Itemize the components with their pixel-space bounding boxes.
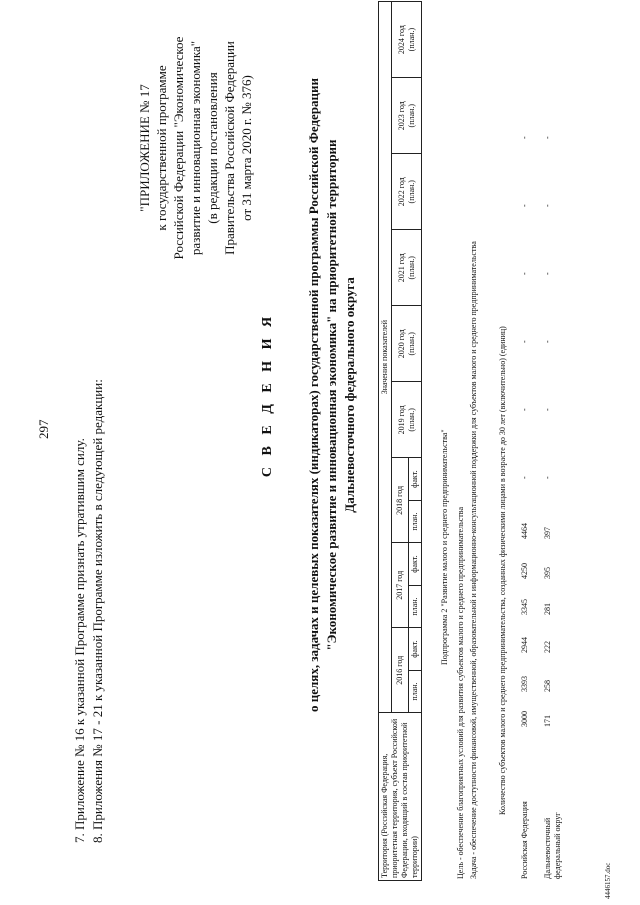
- page-number: 297: [36, 419, 51, 439]
- row-value: 281: [543, 603, 552, 615]
- row-value: 4464: [520, 523, 529, 539]
- header-year-2017: 2017 год: [392, 543, 409, 628]
- row-value: 395: [543, 567, 552, 579]
- title-line-2: "Экономическое развитие и инновационная экономика" на приоритетной территории: [324, 139, 339, 651]
- appendix-line: "ПРИЛОЖЕНИЕ № 17: [137, 84, 152, 212]
- row-value: -: [520, 204, 529, 207]
- header-year-2018: 2018 год: [392, 458, 409, 543]
- header-plan: план.: [409, 670, 422, 712]
- appendix-line: Российской Федерации "Экономическое: [171, 36, 186, 260]
- indicators-table: [378, 1, 422, 881]
- row-value: -: [543, 476, 552, 479]
- row-value: -: [520, 408, 529, 411]
- header-year-2020: 2020 год (план.): [392, 306, 422, 382]
- row-value: 2944: [520, 637, 529, 653]
- row-value: 4250: [520, 563, 529, 579]
- indicator-title: Количество субъектов малого и среднего предпринимательства, созданных физическими лицами в возрасте до 30 лет (включительно) (единиц): [498, 326, 507, 815]
- row-value: 258: [543, 680, 552, 692]
- header-territory: Территория (Российская Федерация, приоритетная территория, субъект Российской Федерации, входящий в состав приоритетной территории): [379, 713, 422, 881]
- header-year-2016: 2016 год: [392, 628, 409, 713]
- header-year-2022: 2022 год (план.): [392, 154, 422, 230]
- row-value: -: [520, 136, 529, 139]
- item-8: 8. Приложения № 17 - 21 к указанной Программе изложить в следующей редакции:: [90, 379, 105, 843]
- header-year-2023: 2023 год (план.): [392, 78, 422, 154]
- header-fact: факт.: [409, 458, 422, 500]
- goal-text: Цель - обеспечение благоприятных условий для развития субъектов малого и среднего предпринимательства: [456, 506, 465, 879]
- row-value: 171: [543, 715, 552, 727]
- row-value: 222: [543, 641, 552, 653]
- task-text: Задача - обеспечение доступности финансовой, имущественной, образовательной и информационно-консультационной поддержки для субъектов малого и среднего предпринимательства: [469, 241, 478, 879]
- title-line-1: о целях, задачах и целевых показателях (индикаторах) государственной программы Российской Федерации: [306, 77, 321, 713]
- header-fact: факт.: [409, 543, 422, 585]
- header-year-2024: 2024 год (план.): [392, 2, 422, 78]
- row-label: Российская Федерация: [520, 801, 529, 879]
- header-year-2019: 2019 год (план.): [392, 382, 422, 458]
- row-value: -: [543, 408, 552, 411]
- row-value: -: [543, 272, 552, 275]
- file-name: 4446157.doc: [604, 862, 612, 899]
- header-values: Значения показателей: [379, 2, 392, 713]
- row-value: -: [520, 272, 529, 275]
- header-year-2021: 2021 год (план.): [392, 230, 422, 306]
- row-value: 397: [543, 527, 552, 539]
- row-value: 3393: [520, 676, 529, 692]
- appendix-line: от 31 марта 2020 г. № 376): [239, 75, 254, 221]
- appendix-header: [136, 23, 255, 273]
- row-value: 3345: [520, 599, 529, 615]
- title-line-3: Дальневосточного федерального округа: [342, 277, 357, 513]
- row-value: -: [543, 136, 552, 139]
- appendix-line: к государственной программе: [154, 65, 169, 231]
- appendix-line: (в редакции постановления: [205, 72, 220, 224]
- header-fact: факт.: [409, 628, 422, 670]
- header-plan: план.: [409, 585, 422, 627]
- row-value: -: [520, 340, 529, 343]
- document-title: С В Е Д Е Н И Я: [260, 312, 275, 478]
- appendix-line: Правительства Российской Федерации: [222, 41, 237, 255]
- row-value: 3000: [520, 711, 529, 727]
- appendix-line: развитие и инновационная экономика": [188, 40, 203, 256]
- row-label: Дальневосточный федеральный округ: [543, 812, 562, 879]
- row-value: -: [543, 340, 552, 343]
- row-value: -: [520, 476, 529, 479]
- header-plan: план.: [409, 500, 422, 542]
- item-7: 7. Приложение № 16 к указанной Программе признать утратившим силу.: [72, 438, 87, 843]
- row-value: -: [543, 204, 552, 207]
- subprogram-title: Подпрограмма 2 "Развитие малого и среднего предпринимательства": [440, 429, 449, 665]
